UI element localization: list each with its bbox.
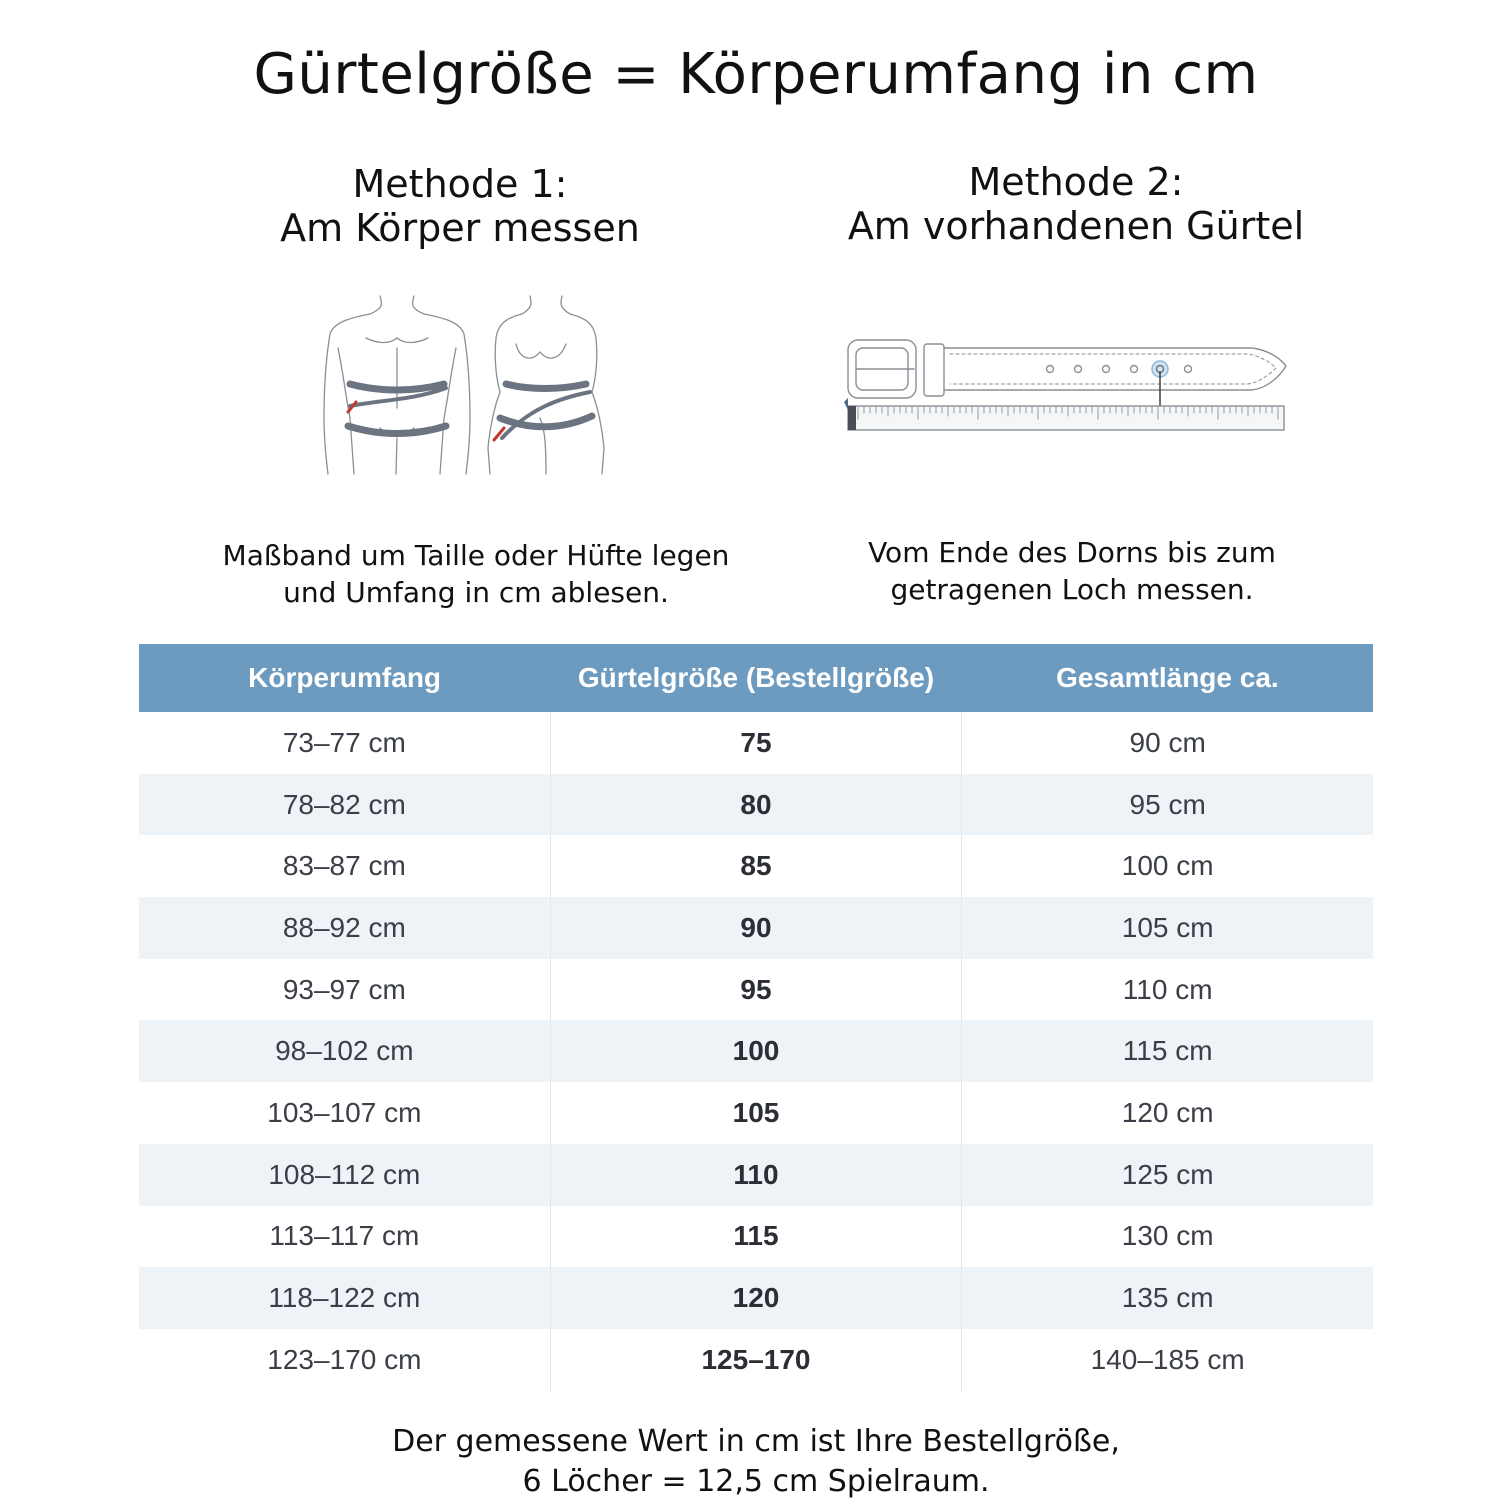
total-length-cell: 140–185 cm — [1090, 1343, 1245, 1375]
header-koerperumfang: Körperumfang — [139, 644, 550, 712]
table-row — [139, 1206, 1373, 1268]
belt-size-cell: 90 — [550, 897, 962, 959]
belt-size-cell: 125–170 — [550, 1329, 962, 1391]
method-1-heading — [180, 162, 740, 250]
page-title: Gürtelgröße = Körperumfang in cm — [253, 42, 1259, 107]
method-2-subtitle: Am vorhandenen Gürtel — [847, 204, 1305, 248]
body-circumference-cell: 78–82 cm — [139, 774, 550, 836]
body-circumference-cell: 73–77 cm — [139, 712, 550, 774]
table-row — [139, 1020, 1373, 1082]
table-header-row — [139, 644, 1373, 712]
body-circumference-cell: 113–117 cm — [139, 1206, 550, 1268]
table-row — [139, 1144, 1373, 1206]
table-row — [139, 712, 1373, 774]
total-length-cell: 105 cm — [962, 897, 1373, 959]
method-1-title: Methode 1: — [352, 162, 568, 206]
method-2-description-line-2: getragenen Loch messen. — [890, 573, 1254, 606]
belt-size-cell: 85 — [550, 835, 962, 897]
total-length-cell: 115 cm — [962, 1020, 1373, 1082]
total-length-cell: 135 cm — [962, 1267, 1373, 1329]
total-length-cell: 90 cm — [1129, 726, 1206, 758]
method-2-heading — [796, 160, 1356, 248]
table-row — [139, 774, 1373, 836]
table-row — [139, 959, 1373, 1021]
body-circumference-cell: 108–112 cm — [139, 1144, 550, 1206]
belt-size-cell: 115 — [550, 1206, 962, 1268]
size-table — [139, 644, 1373, 1391]
total-length-cell: 120 cm — [1121, 1096, 1214, 1128]
body-circumference-cell: 123–170 cm — [139, 1329, 550, 1391]
belt-size-cell: 80 — [550, 774, 962, 836]
header-guertelgroesse: Gürtelgröße (Bestellgröße) — [550, 644, 962, 712]
belt-size-cell: 100 — [550, 1020, 962, 1082]
body-circumference-cell: 103–107 cm — [139, 1082, 550, 1144]
table-row — [139, 835, 1373, 897]
table-row — [139, 1267, 1373, 1329]
header-gesamtlaenge: Gesamtlänge ca. — [962, 644, 1373, 712]
body-circumference-cell: 88–92 cm — [139, 897, 550, 959]
method-2-description-line-1: Vom Ende des Dorns bis zum — [868, 536, 1276, 569]
total-length-cell: 110 cm — [1122, 973, 1213, 1005]
belt-size-cell: 95 — [550, 959, 962, 1021]
method-2-title: Methode 2: — [968, 160, 1184, 204]
total-length-cell: 130 cm — [1121, 1220, 1214, 1252]
method-1-subtitle: Am Körper messen — [280, 206, 640, 250]
female-figure-icon — [488, 296, 604, 474]
total-length-cell: 100 cm — [1121, 850, 1214, 882]
belt-buckle-icon — [848, 340, 944, 398]
footer-note — [0, 1422, 1512, 1502]
footer-line-2: 6 Löcher = 12,5 cm Spielraum. — [522, 1464, 990, 1499]
belt-size-cell: 75 — [550, 712, 962, 774]
belt-ruler-icon — [840, 330, 1290, 440]
method-2-description — [762, 534, 1382, 608]
body-circumference-cell: 83–87 cm — [139, 835, 550, 897]
belt-size-cell: 110 — [550, 1144, 962, 1206]
body-circumference-cell: 93–97 cm — [139, 959, 550, 1021]
method-1-description — [166, 537, 786, 611]
method-1-description-line-1: Maßband um Taille oder Hüfte legen — [222, 539, 730, 572]
body-circumference-cell: 98–102 cm — [139, 1020, 550, 1082]
table-row — [139, 897, 1373, 959]
total-length-cell: 125 cm — [962, 1144, 1373, 1206]
body-measurement-icon — [310, 288, 610, 488]
footer-line-1: Der gemessene Wert in cm ist Ihre Bestellgröße, — [392, 1424, 1120, 1459]
table-row — [139, 1082, 1373, 1144]
belt-size-cell: 105 — [550, 1082, 962, 1144]
belt-size-cell: 120 — [550, 1267, 962, 1329]
male-figure-icon — [324, 296, 470, 474]
body-circumference-cell: 118–122 cm — [139, 1267, 550, 1329]
table-row — [139, 1329, 1373, 1391]
total-length-cell: 95 cm — [962, 774, 1373, 836]
method-1-description-line-2: und Umfang in cm ablesen. — [283, 576, 669, 609]
